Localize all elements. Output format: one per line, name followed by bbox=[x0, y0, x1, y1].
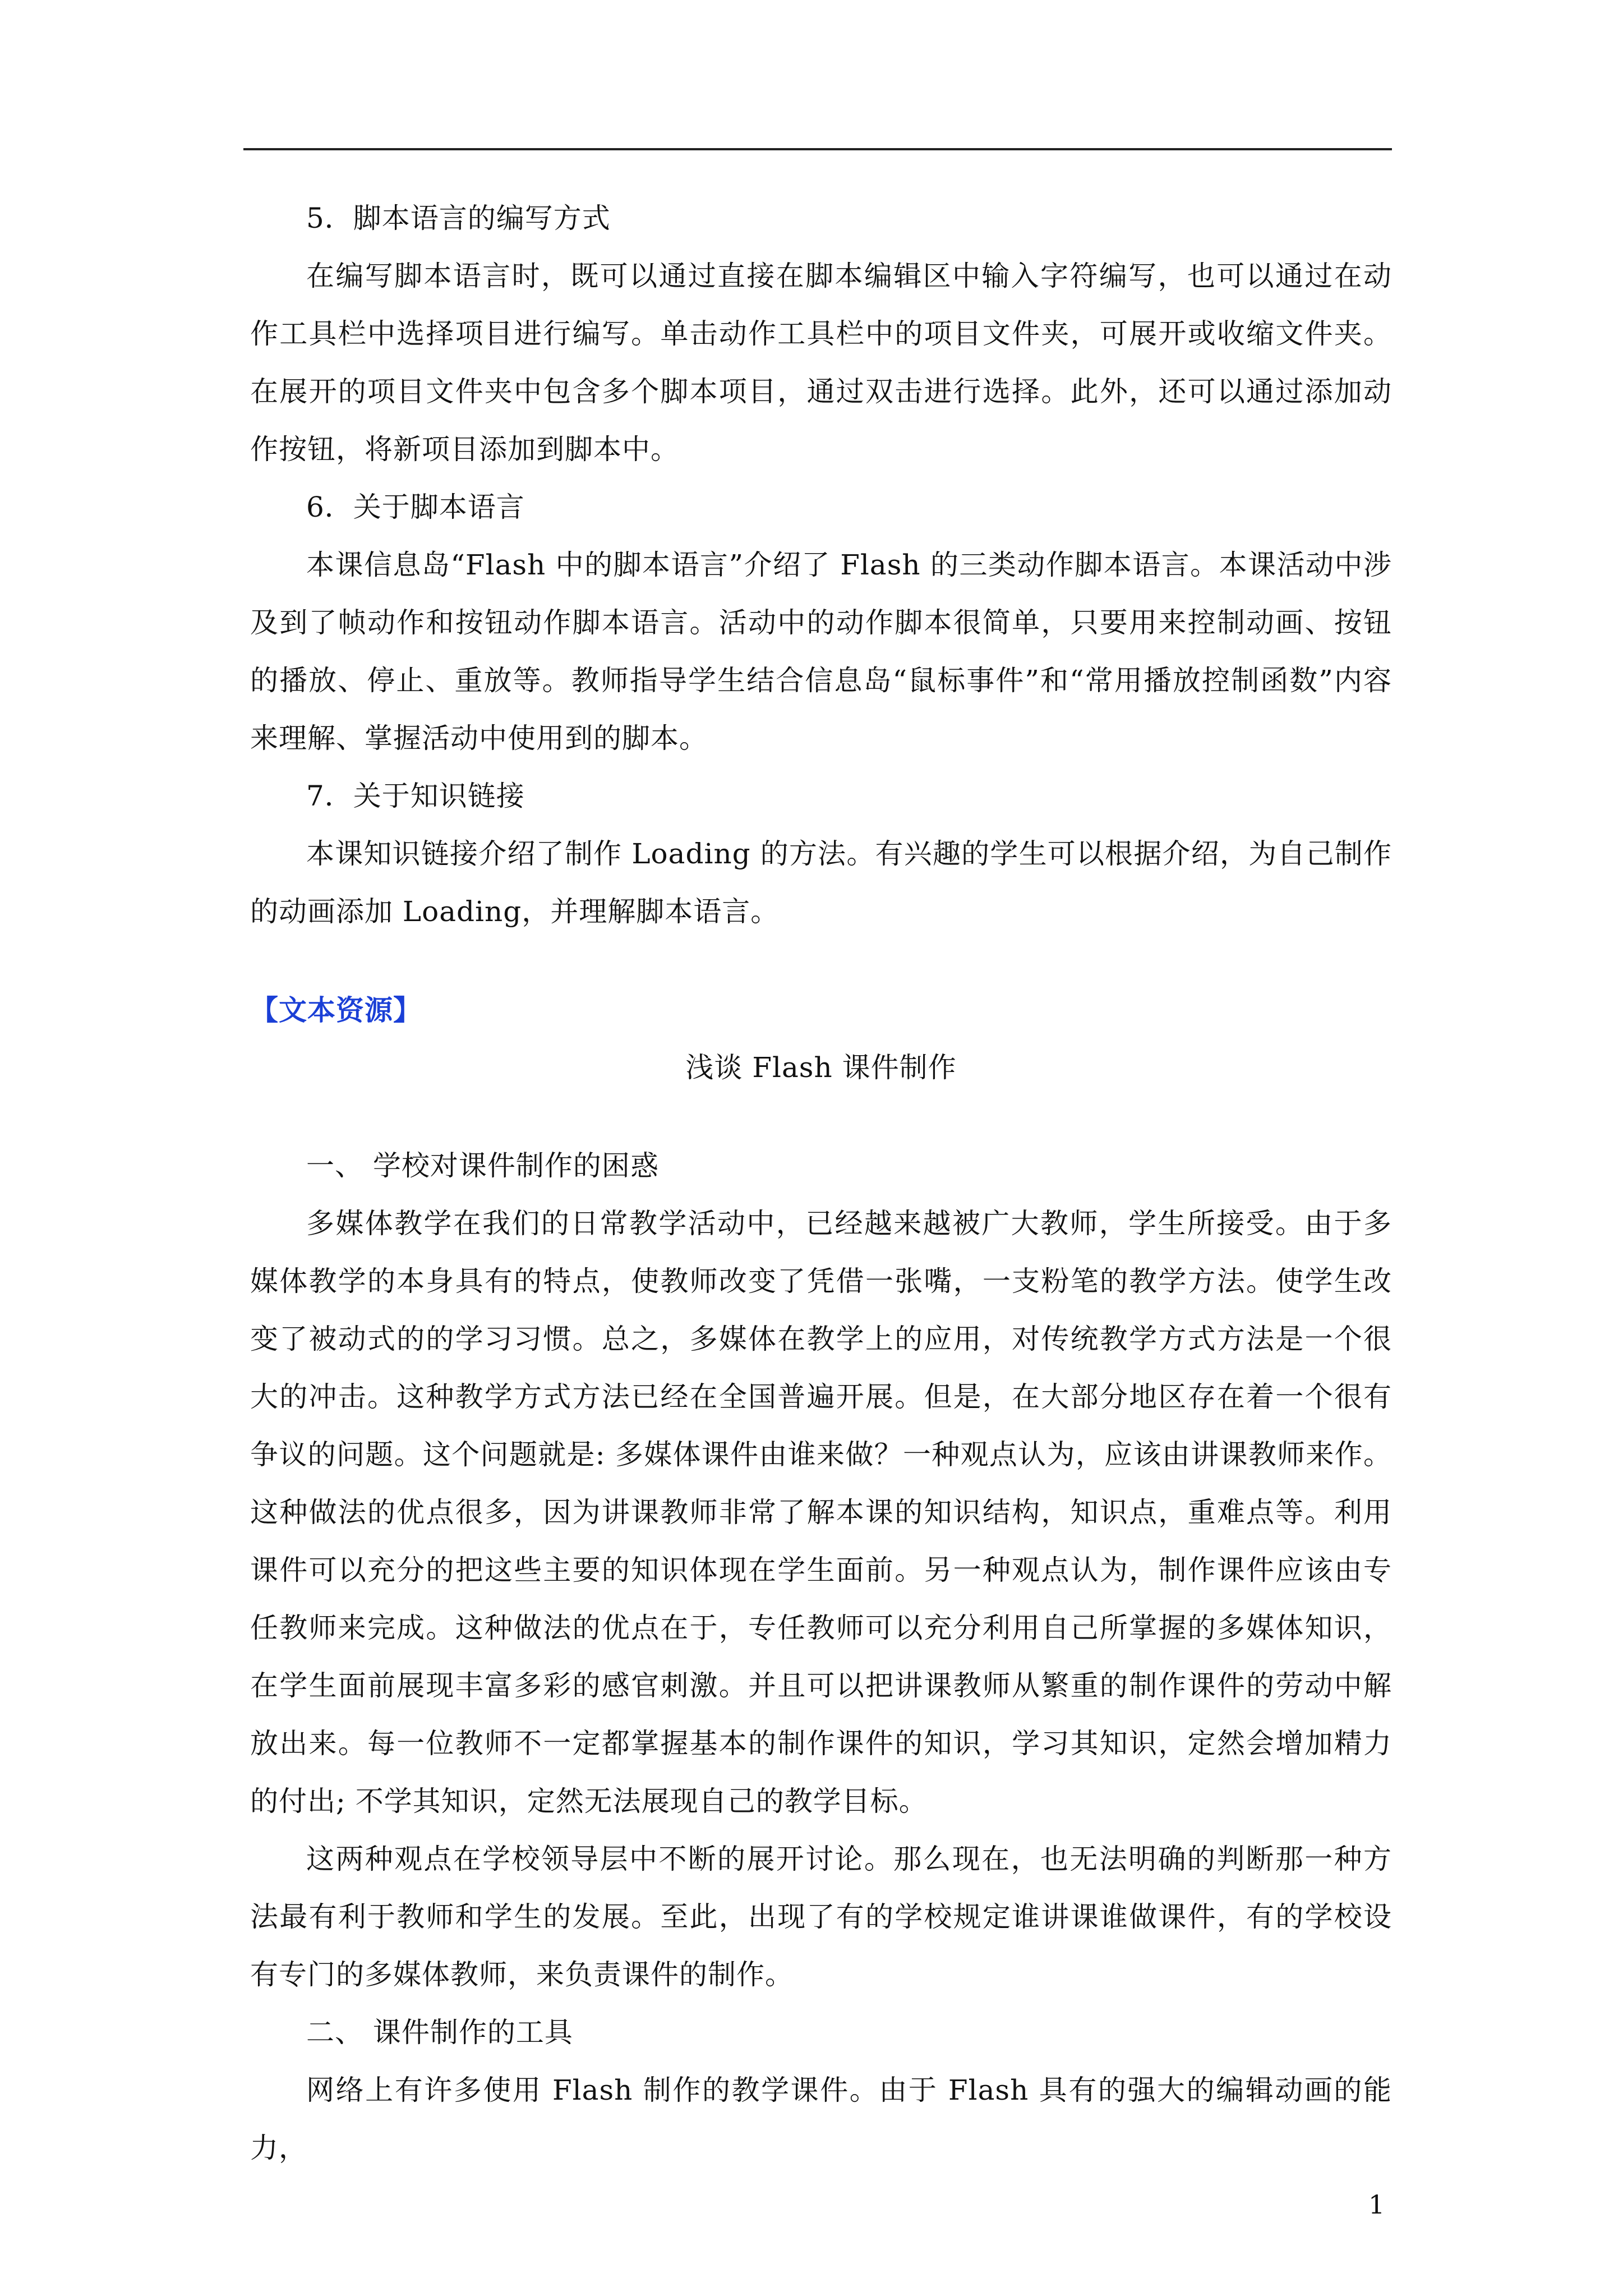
paragraph-7: 本课知识链接介绍了制作 Loading 的方法。有兴趣的学生可以根据介绍，为自己制作的动画添加 Loading，并理解脚本语言。 bbox=[250, 838, 1392, 928]
article-paragraph-1b: 这两种观点在学校领导层中不断的展开讨论。那么现在，也无法明确的判断那一种方法最有利于教师和学生的发展。至此，出现了有的学校规定谁讲课谁做课件，有的学校设有专门的多媒体教师，来负责课件的制作。 bbox=[250, 1843, 1392, 1991]
text-resource-tag: 【文本资源】 bbox=[250, 993, 422, 1027]
article-heading-1: 一、 学校对课件制作的困惑 bbox=[306, 1149, 659, 1182]
heading-6: 6．关于脚本语言 bbox=[306, 491, 525, 523]
article-title: 浅谈 Flash 课件制作 bbox=[685, 1051, 957, 1084]
document-body bbox=[250, 190, 1392, 2177]
article-heading-2: 二、 课件制作的工具 bbox=[306, 2016, 573, 2049]
paragraph-6: 本课信息岛“Flash 中的脚本语言”介绍了 Flash 的三类动作脚本语言。本课活动中涉及到了帧动作和按钮动作脚本语言。活动中的动作脚本很简单，只要用来控制动画、按钮的播放、停止、重放等。教师指导学生结合信息岛“鼠标事件”和“常用播放控制函数”内容来理解、掌握活动中使用到的脚本。 bbox=[250, 549, 1392, 754]
heading-5: 5．脚本语言的编写方式 bbox=[306, 202, 611, 234]
paragraph-5: 在编写脚本语言时，既可以通过直接在脚本编辑区中输入字符编写，也可以通过在动作工具栏中选择项目进行编写。单击动作工具栏中的项目文件夹，可展开或收缩文件夹。在展开的项目文件夹中包含多个脚本项目，通过双击进行选择。此外，还可以通过添加动作按钮，将新项目添加到脚本中。 bbox=[250, 260, 1392, 466]
article-paragraph-2: 网络上有许多使用 Flash 制作的教学课件。由于 Flash 具有的强大的编辑动画的能力， bbox=[250, 2074, 1392, 2164]
heading-7: 7．关于知识链接 bbox=[306, 780, 525, 812]
page-number: 1 bbox=[1368, 2189, 1385, 2220]
article-paragraph-1a: 多媒体教学在我们的日常教学活动中，已经越来越被广大教师，学生所接受。由于多媒体教学的本身具有的特点，使教师改变了凭借一张嘴，一支粉笔的教学方法。使学生改变了被动式的的学习习惯。总之，多媒体在教学上的应用，对传统教学方式方法是一个很大的冲击。这种教学方式方法已经在全国普遍开展。但是，在大部分地区存在着一个很有争议的问题。这个问题就是: 多媒体课件由谁来做？一种观点认为，应该由讲课教师来作。这种做法的优点很多，因为讲课教师非常了解本课的知识结构，知识点，重难点等。利用课件可以充分的把这些主要的知识体现在学生面前。另一种观点认为，制作课件应该由专任教师来完成。这种做法的优点在于，专任教师可以充分利用自己所掌握的多媒体知识，在学生面前展现丰富多彩的感官刺激。并且可以把讲课教师从繁重的制作课件的劳动中解放出来。每一位教师不一定都掌握基本的制作课件的知识，学习其知识，定然会增加精力的付出; 不学其知识，定然无法展现自己的教学目标。 bbox=[250, 1207, 1392, 1818]
header-rule bbox=[243, 148, 1392, 150]
